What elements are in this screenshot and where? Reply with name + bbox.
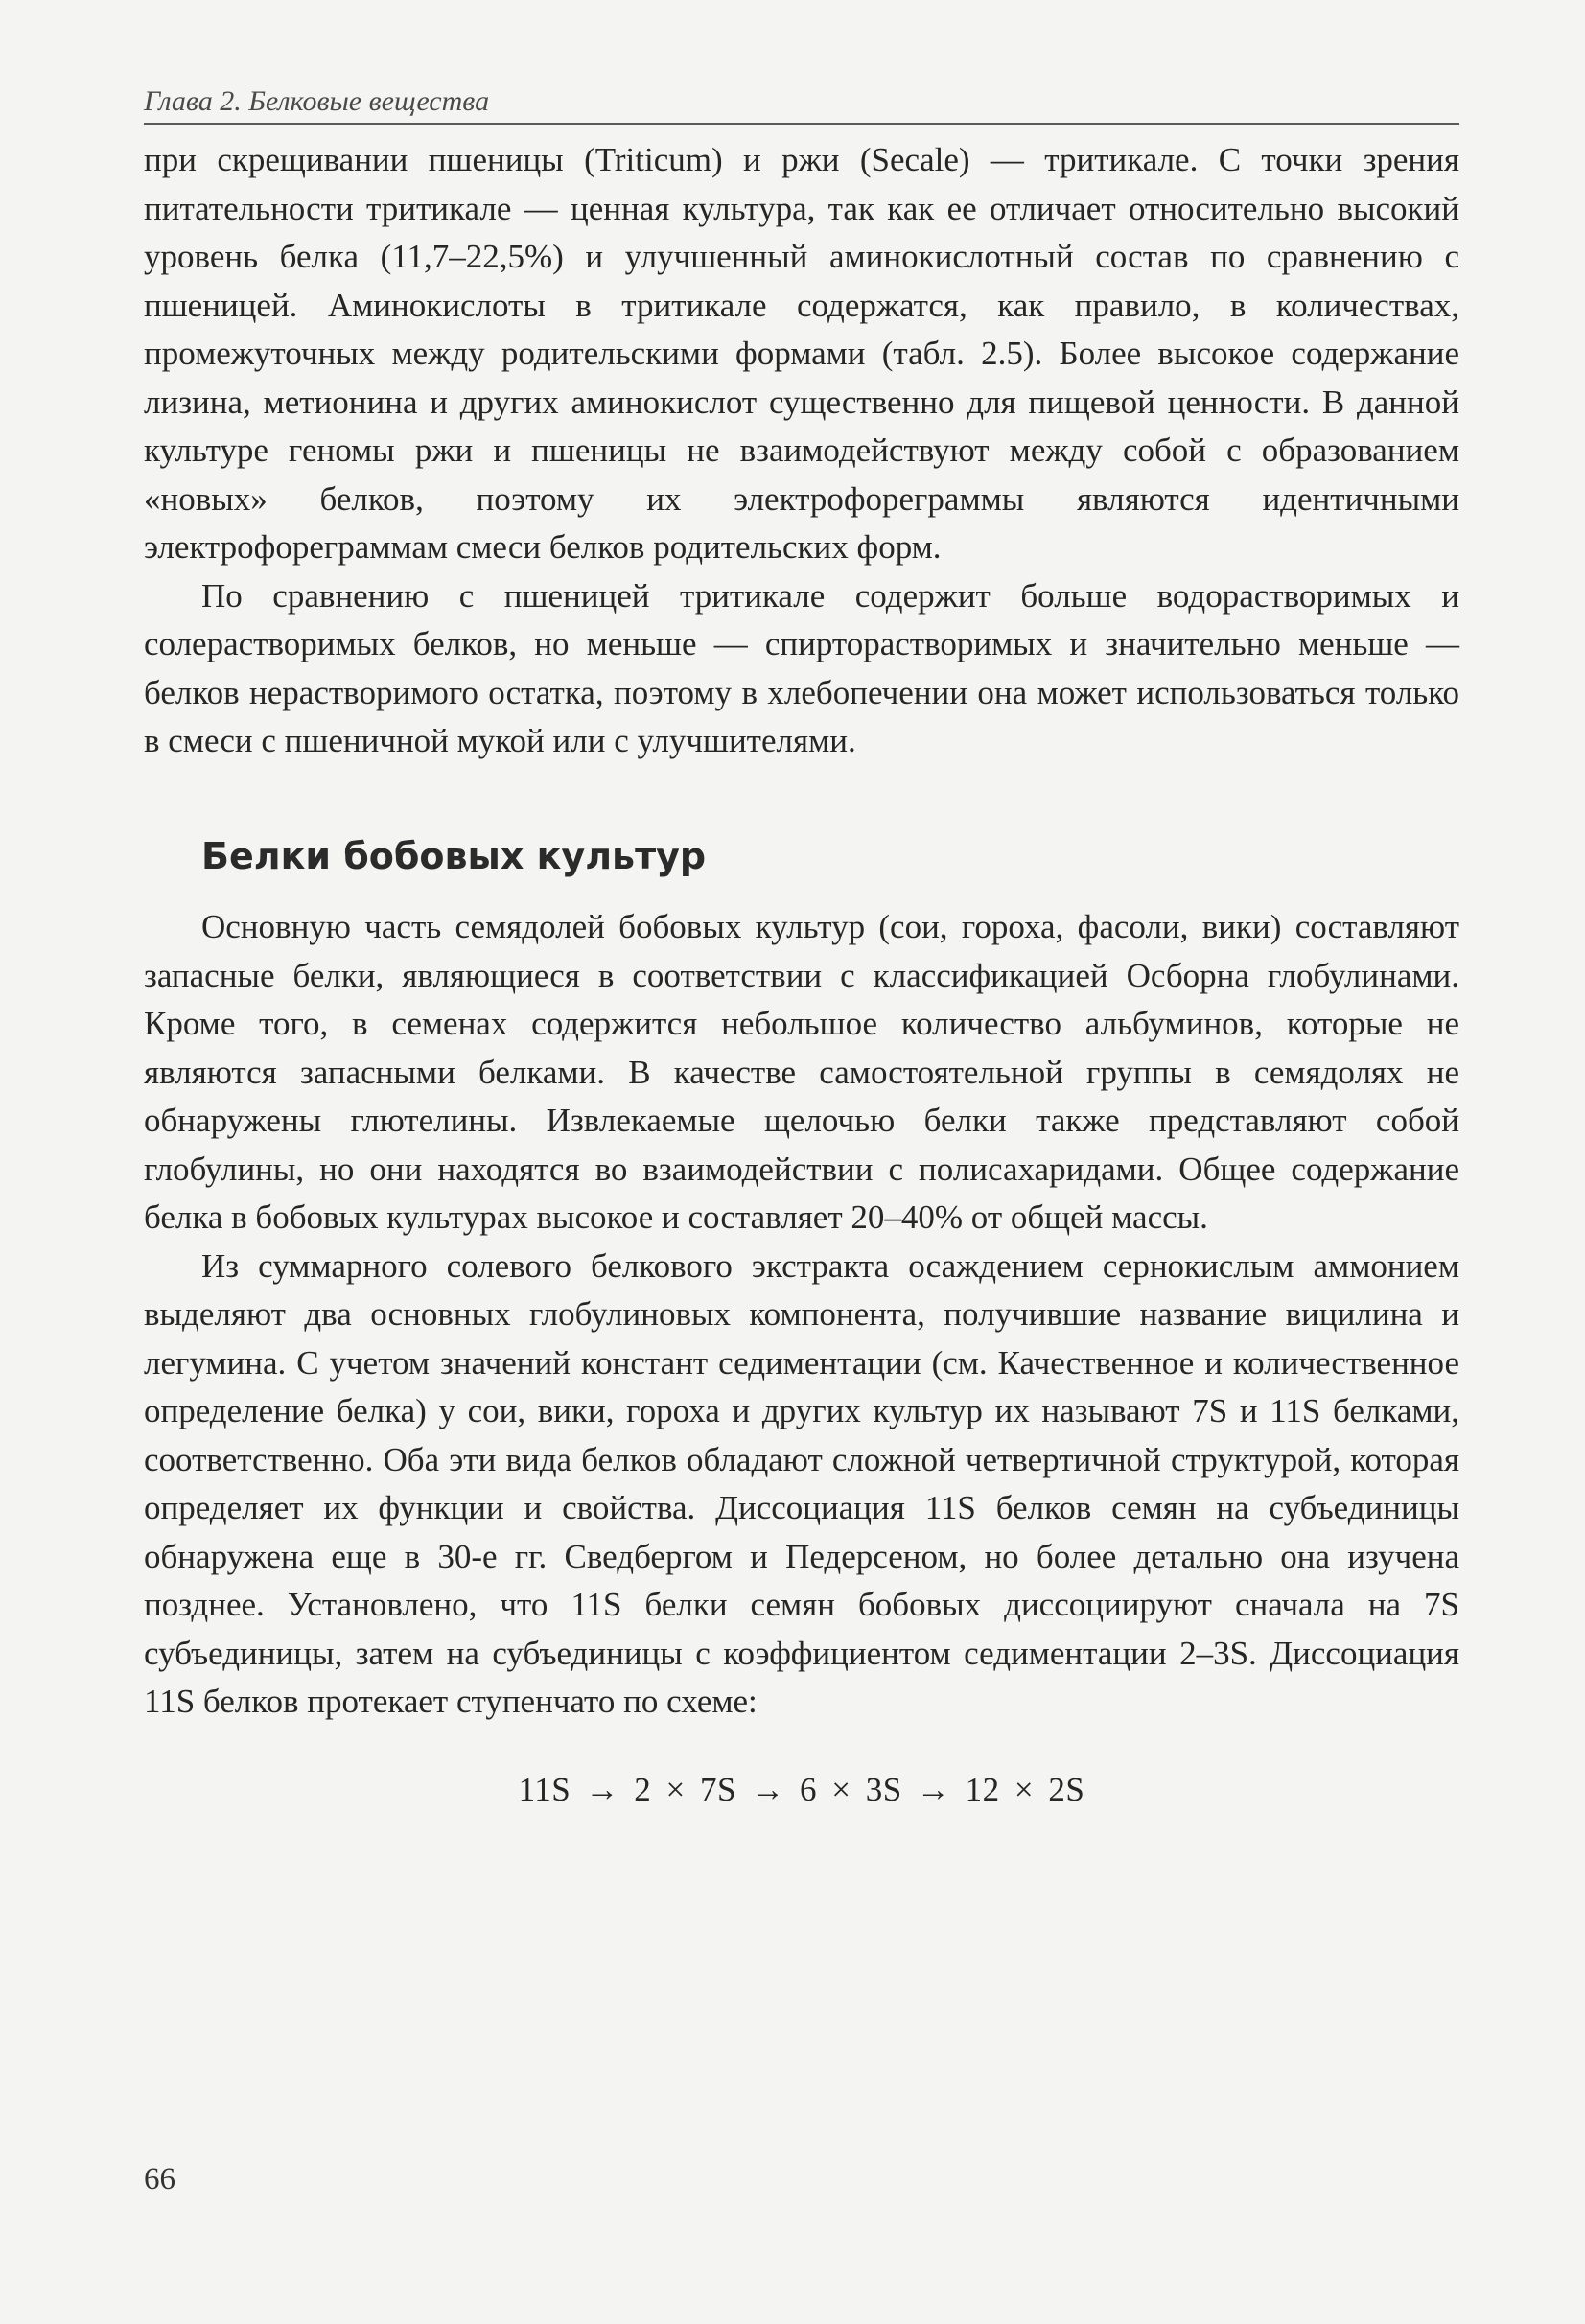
- running-head: Глава 2. Белковые вещества: [144, 84, 1459, 125]
- paragraph-globulin-components: Из суммарного солевого белкового экстракта осаждением сернокислым аммонием выделяют два основных глобулиновых компонента, получившие название вицилина и легумина. С учетом значений констант седиментации (см. Качественное и количественное определение белка) у сои, вики, гороха и других культур их называют 7S и 11S белками, соответственно. Оба эти вида белков обладают сложной четвертичной структурой, которая определяет их функции и свойства. Диссоциация 11S белков семян на субъединицы обнаружена еще в 30-е гг. Сведбергом и Педерсеном, но более детально она изучена позднее. Установлено, что 11S белки семян бобовых диссоциируют сначала на 7S субъединицы, затем на субъединицы с коэффициентом седиментации 2–3S. Диссоциация 11S белков протекает ступенчато по схеме:: [144, 1246, 1459, 1721]
- dissociation-formula: 11S → 2 × 7S → 6 × 3S → 12 × 2S: [518, 1770, 1085, 1808]
- section-heading: Белки бобовых культур: [201, 834, 707, 877]
- paragraph-triticale-continued: при скрещивании пшеницы (Triticum) и ржи (Secale) — тритикале. С точки зрения питательности тритикале — ценная культура, так как ее отличает относительно высокий уровень белка (11,7–22,5%) и улучшенный аминокислотный состав по сравнению с пшеницей. Аминокислоты в тритикале содержатся, как правило, в количествах, промежуточных между родительскими формами (табл. 2.5). Более высокое содержание лизина, метионина и других аминокислот существенно для пищевой ценности. В данной культуре геномы ржи и пшеницы не взаимодействуют между собой с образованием «новых» белков, поэтому их электрофореграммы являются идентичными электрофореграммам смеси белков родительских форм.: [144, 141, 1459, 566]
- page-content: [144, 84, 1459, 1809]
- paragraph-legume-proteins: Основную часть семядолей бобовых культур (сои, гороха, фасоли, вики) составляют запасные белки, являющиеся в соответствии с классификацией Осборна глобулинами. Кроме того, в семенах содержится небольшое количество альбуминов, которые не являются запасными белками. В качестве самостоятельной группы в семядолях не обнаружены глютелины. Извлекаемые щелочью белки также представляют собой глобулины, но они находятся во взаимодействии с полисахаридами. Общее содержание белка в бобовых культурах высокое и составляет 20–40% от общей массы.: [144, 908, 1459, 1237]
- page-number: 66: [144, 2162, 175, 2196]
- paragraph-triticale-solubility: По сравнению с пшеницей тритикале содержит больше водорастворимых и солерастворимых белков, но меньше — спирторастворимых и значительно меньше — белков нерастворимого остатка, поэтому в хлебопечении она может использоваться только в смеси с пшеничной мукой или с улучшителями.: [144, 576, 1459, 759]
